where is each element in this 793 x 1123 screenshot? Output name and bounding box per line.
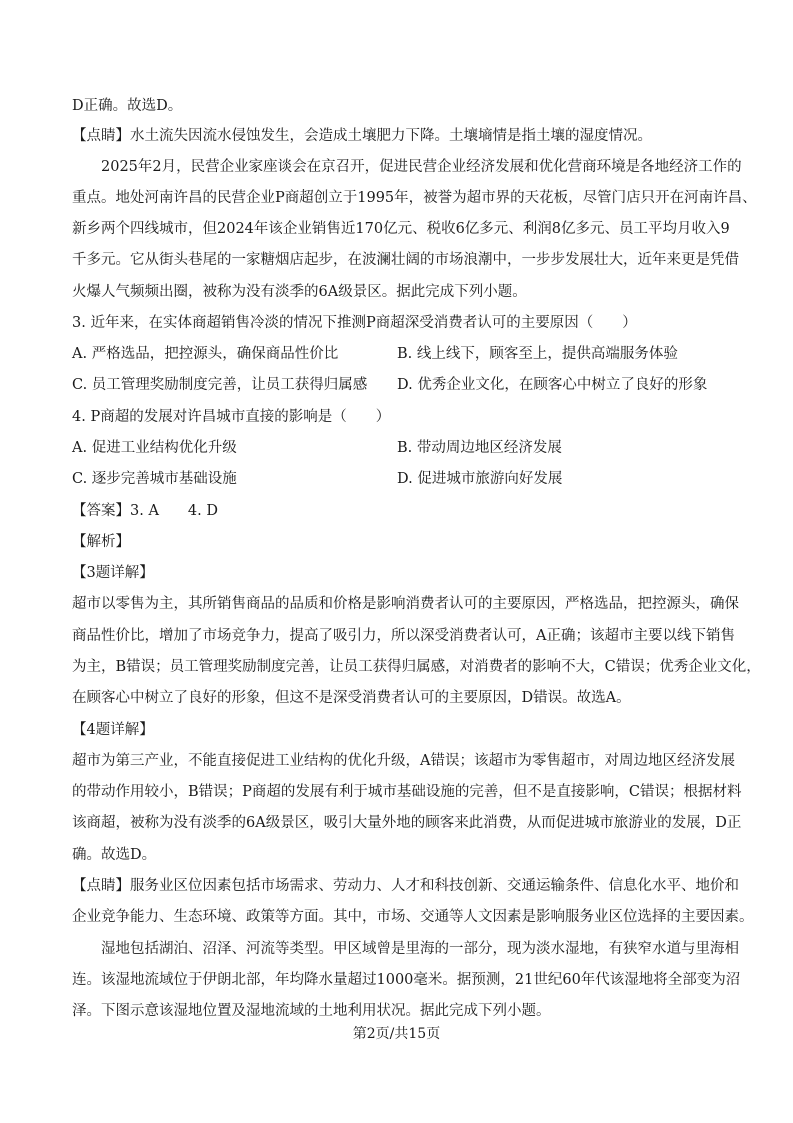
question-4-option-a: A. 促进工业结构优化升级 <box>72 440 237 456</box>
question-4-option-d: D. 促进城市旅游向好发展 <box>397 471 563 487</box>
wetland-paragraph-2: 连。该湿地流域位于伊朗北部，年均降水量超过1000毫米。据预测，21世纪60年代该湿地将全部变为沼 <box>72 972 741 988</box>
question-4-option-b: B. 带动周边地区经济发展 <box>397 440 562 456</box>
detail-4-line-3: 该商超，被称为没有淡季的6A级景区，吸引大量外地的顾客来此消费，从而促进城市旅游业的发展，D正 <box>72 815 742 831</box>
question-4-option-c: C. 逐步完善城市基础设施 <box>72 471 237 487</box>
detail-3-line-1: 超市以零售为主，其所销售商品的品质和价格是影响消费者认可的主要原因，严格选品，把控源头，确保 <box>72 596 739 612</box>
question-4: 4. P商超的发展对许昌城市直接的影响是（ ） <box>72 409 391 425</box>
detail-3-line-2: 商品性价比，增加了市场竞争力，提高了吸引力，所以深受消费者认可，A正确；该超市主要以线下销售 <box>72 628 735 644</box>
detail-4-line-1: 超市为第三产业，不能直接促进工业结构的优化升级，A错误；该超市为零售超市，对周边地区经济发展 <box>72 753 735 769</box>
wetland-paragraph-3: 泽。下图示意该湿地位置及湿地流域的土地利用状况。据此完成下列小题。 <box>72 1003 551 1019</box>
material-paragraph-1: 2025年2月，民营企业家座谈会在京召开，促进民营企业经济发展和优化营商环境是各地经济工作的 <box>101 159 742 175</box>
wetland-paragraph-1: 湿地包括湖泊、沼泽、河流等类型。甲区域曾是里海的一部分，现为淡水湿地，有狭窄水道与里海相 <box>101 941 739 957</box>
detail-4-heading: 【4题详解】 <box>72 722 154 738</box>
detail-3-line-4: 在顾客心中树立了良好的形象，但这不是深受消费者认可的主要原因，D错误。故选A。 <box>72 690 631 706</box>
prev-answer-tail: D正确。故选D。 <box>72 98 183 114</box>
question-3-option-b: B. 线上线下，顾客至上，提供高端服务体验 <box>397 346 678 362</box>
tip-line-2: 企业竞争能力、生态环境、政策等方面。其中，市场、交通等人文因素是影响服务业区位选择的主要因素。 <box>72 909 754 925</box>
material-paragraph-5: 火爆人气频频出圈，被称为没有淡季的6A级景区。据此完成下列小题。 <box>72 284 527 300</box>
answer-line: 【答案】3. A 4. D <box>72 503 218 519</box>
material-paragraph-2: 重点。地处河南许昌的民营企业P商超创立于1995年，被誉为超市界的天花板，尽管门店只开在河南许昌、 <box>72 190 757 206</box>
tip-note-prev: 【点睛】水土流失因流水侵蚀发生，会造成土壤肥力下降。土壤墒情是指土壤的湿度情况。 <box>72 128 652 144</box>
material-paragraph-3: 新乡两个四线城市，但2024年该企业销售近170亿元、税收6亿多元、利润8亿多元、员工平均月收入9 <box>72 221 730 237</box>
detail-3-line-3: 为主，B错误；员工管理奖励制度完善，让员工获得归属感，对消费者的影响不大，C错误；优秀企业文化， <box>72 659 761 675</box>
tip-line-1: 【点睛】服务业区位因素包括市场需求、劳动力、人才和科技创新、交通运输条件、信息化水平、地价和 <box>72 878 739 894</box>
page-number-footer: 第2页/共15页 <box>352 1026 441 1042</box>
question-3-option-c: C. 员工管理奖励制度完善，让员工获得归属感 <box>72 377 368 393</box>
detail-4-line-2: 的带动作用较小，B错误；P商超的发展有利于城市基础设施的完善，但不是直接影响，C错误；根据材料 <box>72 784 742 800</box>
material-paragraph-4: 千多元。它从街头巷尾的一家糖烟店起步，在波澜壮阔的市场浪潮中，一步步发展壮大，近年来更是凭借 <box>72 252 739 268</box>
question-3: 3. 近年来，在实体商超销售冷淡的情况下推测P商超深受消费者认可的主要原因（ ） <box>72 315 637 331</box>
detail-4-line-4: 确。故选D。 <box>72 847 157 863</box>
detail-3-heading: 【3题详解】 <box>72 565 154 581</box>
analysis-heading: 【解析】 <box>72 534 130 550</box>
question-3-option-a: A. 严格选品，把控源头，确保商品性价比 <box>72 346 339 362</box>
question-3-option-d: D. 优秀企业文化，在顾客心中树立了良好的形象 <box>397 377 708 393</box>
